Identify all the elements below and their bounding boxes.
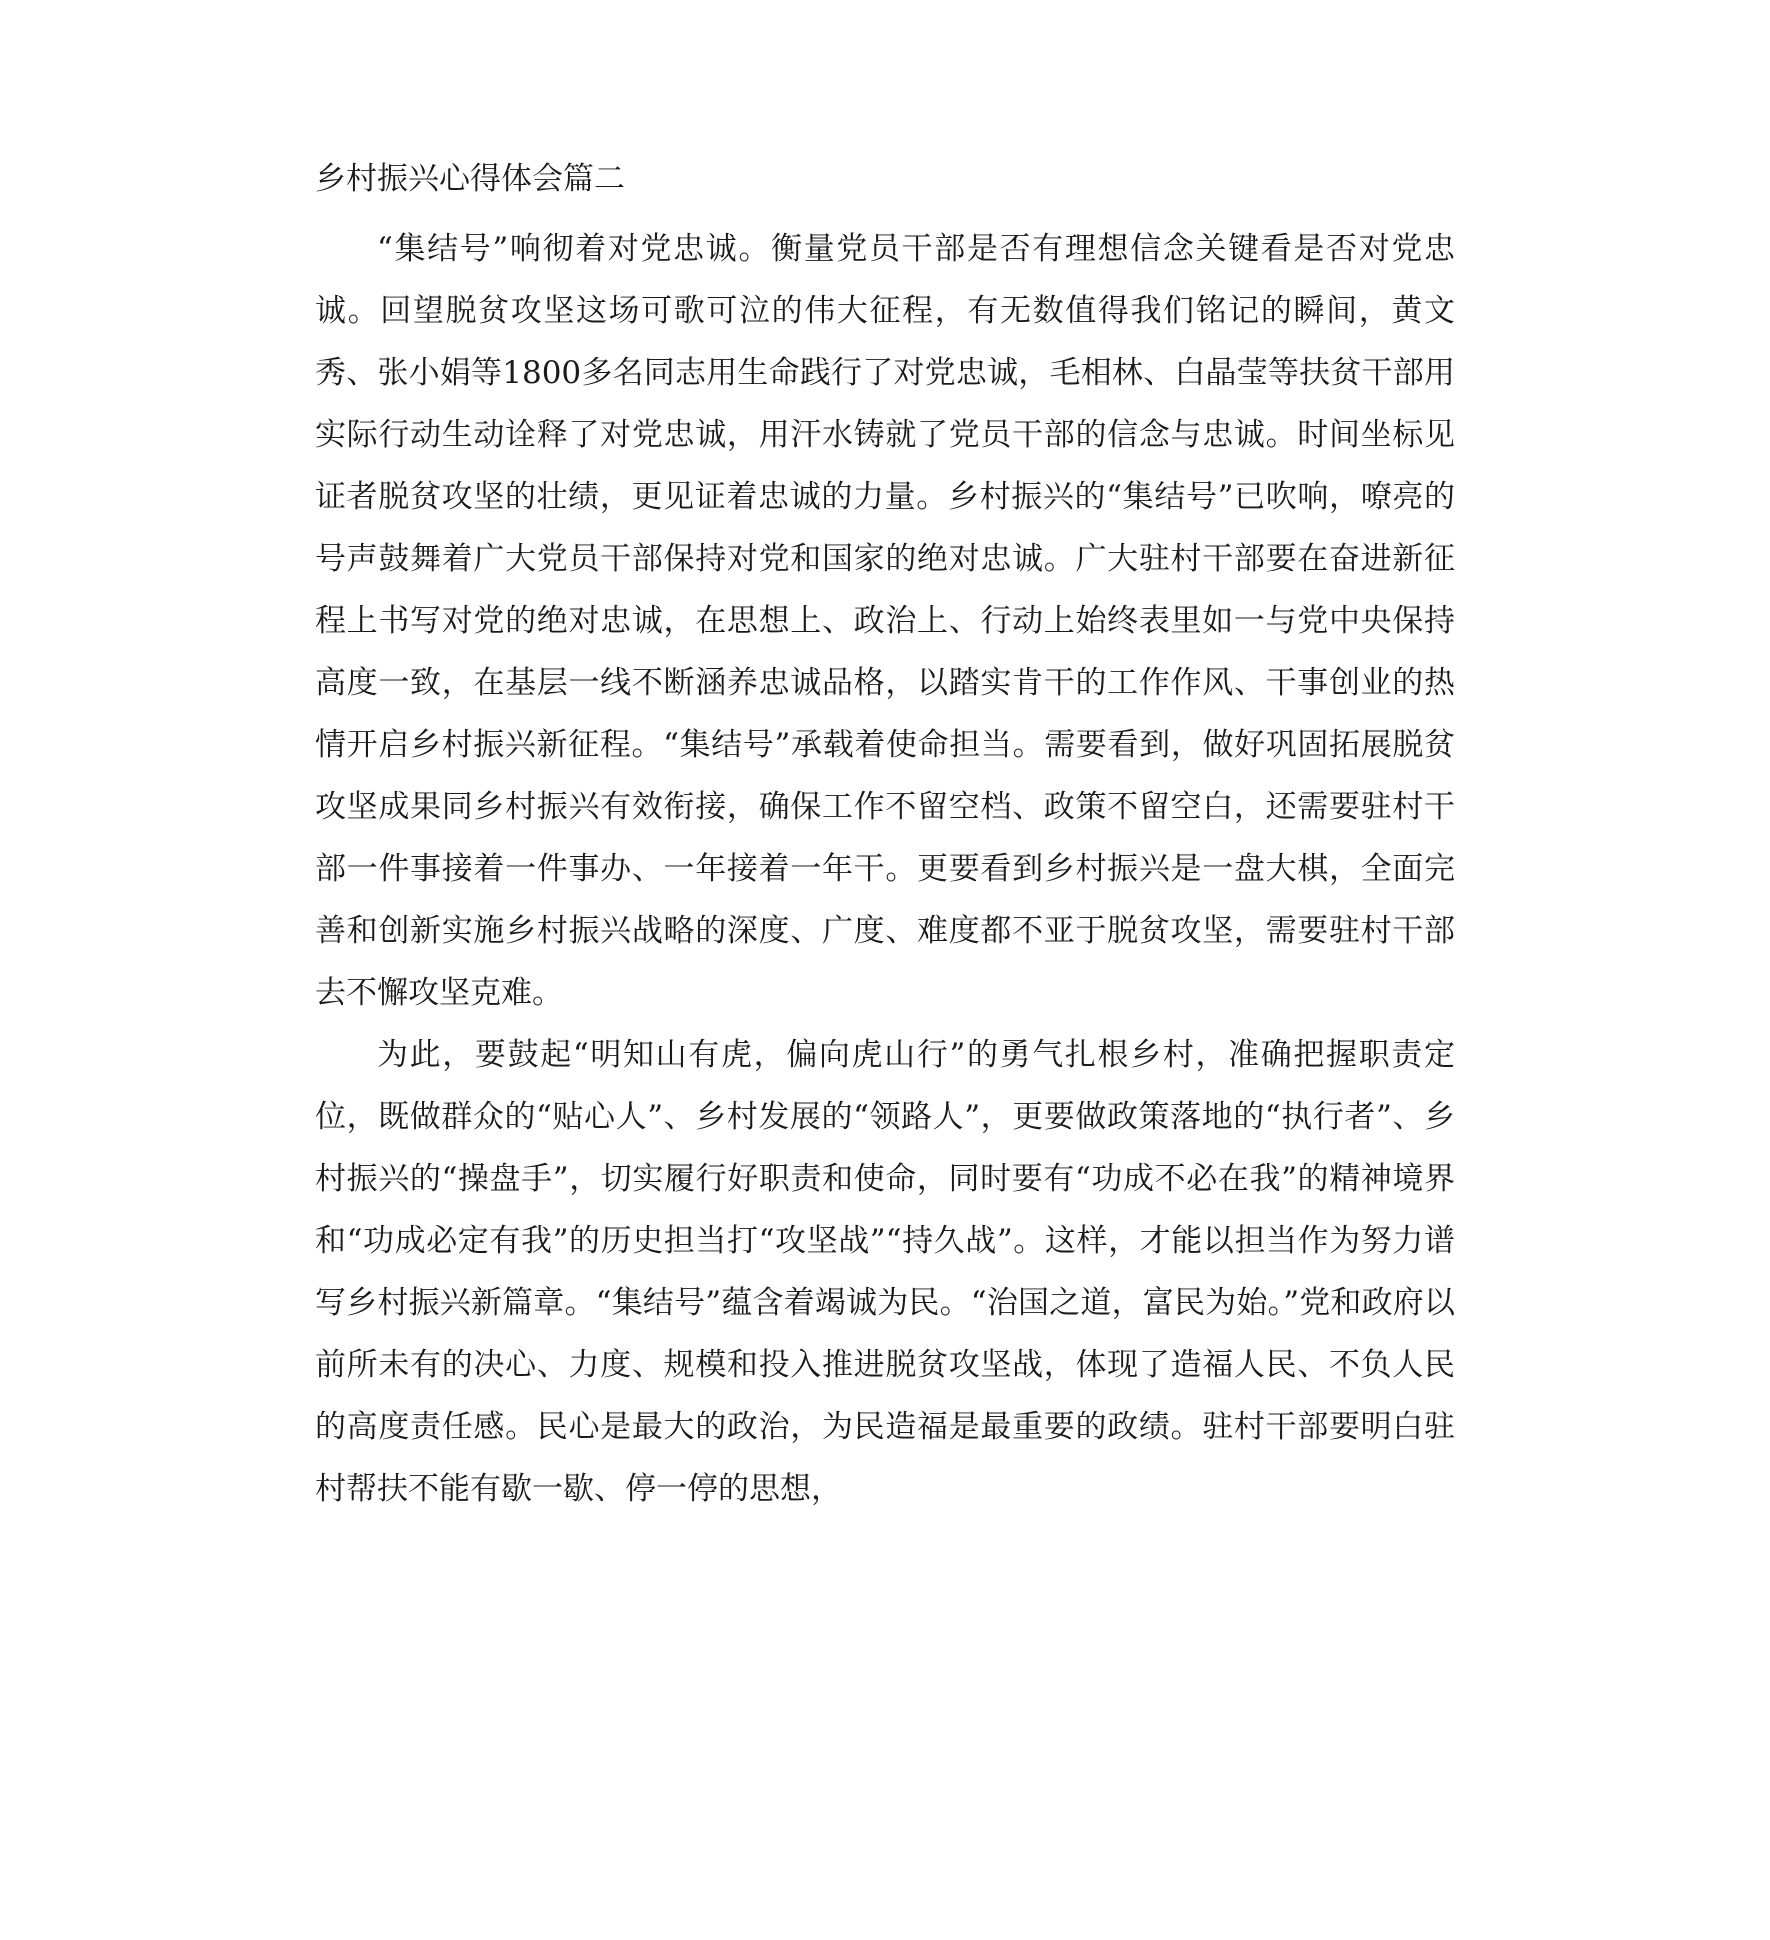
paragraph-1: “集结号”响彻着对党忠诚。衡量党员干部是否有理想信念关键看是否对党忠诚。回望脱贫攻坚这场可歌可泣的伟大征程，有无数值得我们铭记的瞬间，黄文秀、张小娟等1800多名同志用生命践行了对党忠诚，毛相林、白晶莹等扶贫干部用实际行动生动诠释了对党忠诚，用汗水铸就了党员干部的信念与忠诚。时间坐标见证者脱贫攻坚的壮绩，更见证着忠诚的力量。乡村振兴的“集结号”已吹响，嘹亮的号声鼓舞着广大党员干部保持对党和国家的绝对忠诚。广大驻村干部要在奋进新征程上书写对党的绝对忠诚，在思想上、政治上、行动上始终表里如一与党中央保持高度一致，在基层一线不断涵养忠诚品格，以踏实肯干的工作作风、干事创业的热情开启乡村振兴新征程。“集结号”承载着使命担当。需要看到，做好巩固拓展脱贫攻坚成果同乡村振兴有效衔接，确保工作不留空档、政策不留空白，还需要驻村干部一件事接着一件事办、一年接着一年干。更要看到乡村振兴是一盘大棋，全面完善和创新实施乡村振兴战略的深度、广度、难度都不亚于脱贫攻坚，需要驻村干部去不懈攻坚克难。	[315, 231, 1455, 1011]
paragraph-2: 为此，要鼓起“明知山有虎，偏向虎山行”的勇气扎根乡村，准确把握职责定位，既做群众的“贴心人”、乡村发展的“领路人”，更要做政策落地的“执行者”、乡村振兴的“操盘手”，切实履行好职责和使命，同时要有“功成不必在我”的精神境界和“功成必定有我”的历史担当打“攻坚战”“持久战”。这样，才能以担当作为努力谱写乡村振兴新篇章。“集结号”蕴含着竭诚为民。“治国之道，富民为始。”党和政府以前所未有的决心、力度、规模和投入推进脱贫攻坚战，体现了造福人民、不负人民的高度责任感。民心是最大的政治，为民造福是最重要的政绩。驻村干部要明白驻村帮扶不能有歇一歇、停一停的思想，	[315, 1037, 1455, 1507]
document-body	[315, 150, 1455, 1520]
document-title: 乡村振兴心得体会篇二	[315, 161, 625, 197]
